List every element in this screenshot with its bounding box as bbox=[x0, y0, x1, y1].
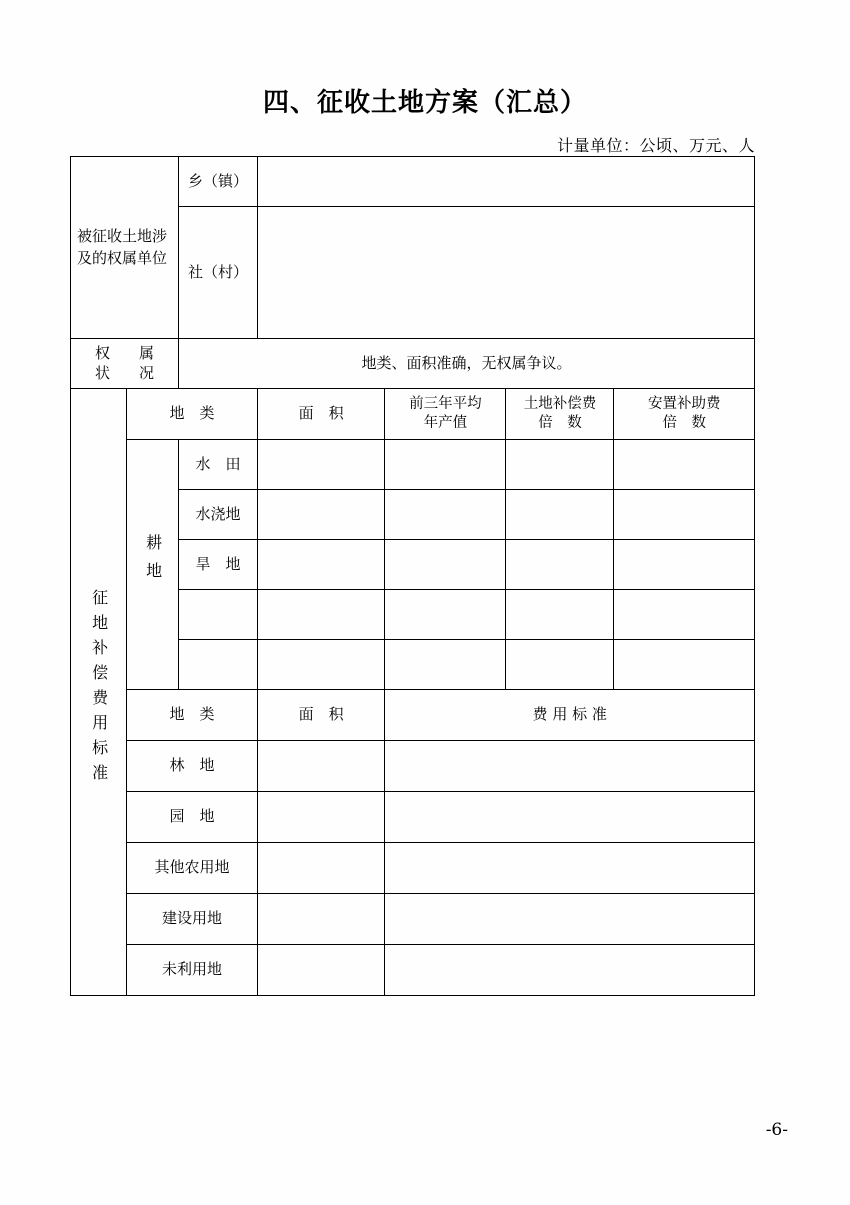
cultivated-row-name-0: 水 田 bbox=[179, 440, 258, 490]
table-row-header-lower bbox=[71, 690, 755, 741]
cultivated-row-land-comp-4[interactable] bbox=[506, 640, 614, 690]
header-resettlement-line1: 安置补助费 bbox=[647, 395, 721, 412]
cultivated-row-avg-yield-3[interactable] bbox=[385, 590, 506, 640]
cultivated-row-name-2: 旱 地 bbox=[179, 540, 258, 590]
table-row-ownership-status bbox=[71, 339, 755, 389]
header-area-upper: 面 积 bbox=[257, 389, 385, 440]
cultivated-row-name-4[interactable] bbox=[179, 640, 258, 690]
cultivated-row-name-3[interactable] bbox=[179, 590, 258, 640]
cultivated-row-avg-yield-2[interactable] bbox=[385, 540, 506, 590]
other-row-fee-1[interactable] bbox=[385, 792, 755, 843]
table-row-header-upper bbox=[71, 389, 755, 440]
cultivated-land-group-label-text: 耕地 bbox=[143, 533, 163, 590]
other-row-area-2[interactable] bbox=[257, 843, 385, 894]
village-label: 社（村） bbox=[179, 207, 258, 339]
cultivated-row-resettle-2[interactable] bbox=[614, 540, 755, 590]
land-acquisition-table bbox=[70, 156, 755, 996]
ownership-unit-label bbox=[71, 157, 179, 339]
header-average-yield-line1: 前三年平均 bbox=[409, 395, 482, 412]
cultivated-row-avg-yield-0[interactable] bbox=[385, 440, 506, 490]
other-row-fee-3[interactable] bbox=[385, 894, 755, 945]
table-row bbox=[71, 843, 755, 894]
table-row bbox=[71, 440, 755, 490]
table-row bbox=[71, 894, 755, 945]
cultivated-row-area-4[interactable] bbox=[257, 640, 385, 690]
other-row-name-0: 林 地 bbox=[127, 741, 258, 792]
cultivated-row-land-comp-0[interactable] bbox=[506, 440, 614, 490]
ownership-status-label bbox=[71, 339, 179, 389]
cultivated-row-resettle-0[interactable] bbox=[614, 440, 755, 490]
compensation-standard-vertical-label-text: 征地补偿费用标准 bbox=[89, 589, 109, 790]
header-land-type-lower: 地 类 bbox=[127, 690, 258, 741]
header-land-compensation-line2: 倍 数 bbox=[538, 415, 582, 431]
cultivated-row-area-0[interactable] bbox=[257, 440, 385, 490]
page-number: -6- bbox=[765, 1120, 788, 1140]
measurement-unit-note: 计量单位：公顷、万元、人 bbox=[556, 136, 755, 155]
cultivated-row-land-comp-3[interactable] bbox=[506, 590, 614, 640]
table-row-township bbox=[71, 157, 755, 207]
ownership-unit-label-text: 被征收土地涉及的权属单位 bbox=[77, 226, 168, 267]
other-row-fee-0[interactable] bbox=[385, 741, 755, 792]
header-area-lower: 面 积 bbox=[257, 690, 385, 741]
header-average-yield bbox=[385, 389, 506, 440]
table-row bbox=[71, 792, 755, 843]
other-row-name-2: 其他农用地 bbox=[127, 843, 258, 894]
cultivated-row-area-1[interactable] bbox=[257, 490, 385, 540]
header-land-compensation-multiple bbox=[506, 389, 614, 440]
cultivated-row-land-comp-2[interactable] bbox=[506, 540, 614, 590]
village-value[interactable] bbox=[257, 207, 754, 339]
page-title: 四、征收土地方案（汇总） bbox=[262, 88, 587, 118]
other-row-area-4[interactable] bbox=[257, 945, 385, 996]
header-land-type-upper: 地 类 bbox=[127, 389, 258, 440]
other-row-fee-4[interactable] bbox=[385, 945, 755, 996]
header-average-yield-line2: 年产值 bbox=[423, 415, 468, 431]
land-acquisition-table-wrapper bbox=[70, 156, 755, 996]
cultivated-row-area-2[interactable] bbox=[257, 540, 385, 590]
township-value[interactable] bbox=[257, 157, 754, 207]
header-resettlement-subsidy-multiple bbox=[614, 389, 755, 440]
ownership-status-label-line1: 权 属 bbox=[95, 344, 162, 362]
other-row-fee-2[interactable] bbox=[385, 843, 755, 894]
cultivated-row-avg-yield-1[interactable] bbox=[385, 490, 506, 540]
other-row-name-4: 未利用地 bbox=[127, 945, 258, 996]
township-label: 乡（镇） bbox=[179, 157, 258, 207]
ownership-status-value[interactable]: 地类、面积准确，无权属争议。 bbox=[179, 339, 755, 389]
cultivated-row-land-comp-1[interactable] bbox=[506, 490, 614, 540]
cultivated-row-resettle-4[interactable] bbox=[614, 640, 755, 690]
header-fee-standard: 费 用 标 准 bbox=[385, 690, 755, 741]
cultivated-row-name-1: 水浇地 bbox=[179, 490, 258, 540]
ownership-status-label-line2: 状 况 bbox=[95, 363, 162, 382]
cultivated-row-avg-yield-4[interactable] bbox=[385, 640, 506, 690]
cultivated-land-group-label bbox=[127, 440, 179, 690]
table-row bbox=[71, 945, 755, 996]
other-row-area-1[interactable] bbox=[257, 792, 385, 843]
other-row-area-3[interactable] bbox=[257, 894, 385, 945]
header-land-compensation-line1: 土地补偿费 bbox=[523, 395, 597, 412]
cultivated-row-resettle-3[interactable] bbox=[614, 590, 755, 640]
header-resettlement-line2: 倍 数 bbox=[662, 415, 706, 431]
other-row-name-1: 园 地 bbox=[127, 792, 258, 843]
other-row-name-3: 建设用地 bbox=[127, 894, 258, 945]
cultivated-row-area-3[interactable] bbox=[257, 590, 385, 640]
table-row bbox=[71, 741, 755, 792]
other-row-area-0[interactable] bbox=[257, 741, 385, 792]
cultivated-row-resettle-1[interactable] bbox=[614, 490, 755, 540]
compensation-standard-vertical-label bbox=[71, 389, 127, 996]
